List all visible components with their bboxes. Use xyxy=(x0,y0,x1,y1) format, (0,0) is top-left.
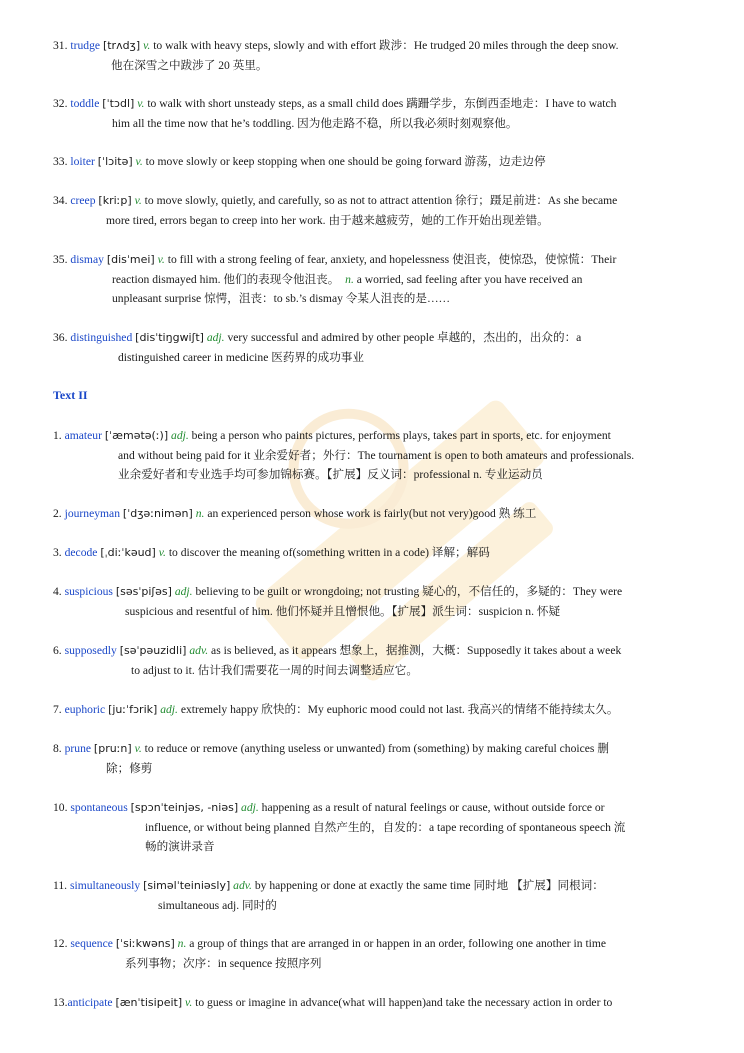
definition-text: to fill with a strong feeling of fear, anxiety, and hopelessness 使沮丧，使惊恐，使惊慌：Their xyxy=(167,253,617,266)
definition-text: to walk with heavy steps, slowly and with effort 跋涉：He trudged 20 miles through the deep snow. xyxy=(153,39,619,52)
part-of-speech: adj. xyxy=(241,801,259,814)
continuation-line: simultaneous adj. 同时的 xyxy=(158,898,277,912)
pronunciation: [səˈpəuzidli] xyxy=(119,644,187,657)
part-of-speech: v. xyxy=(157,253,165,266)
definition-text: to move slowly or keep stopping when one should be going forward 游荡，边走边停 xyxy=(145,155,546,168)
definition-text: happening as a result of natural feelings or cause, without outside force or xyxy=(261,801,605,814)
continuation-text: a worried, sad feeling after you have received an xyxy=(356,272,583,286)
entry-number: 3. xyxy=(53,546,62,559)
headword: anticipate xyxy=(67,996,113,1009)
entry-number: 33. xyxy=(53,155,68,168)
pronunciation: [trʌdʒ] xyxy=(102,39,141,52)
entry-number: 34. xyxy=(53,194,68,207)
continuation-line: more tired, errors began to creep into her work. 由于越来越疲劳，她的工作开始出现差错。 xyxy=(106,213,549,227)
entry-number: 8. xyxy=(53,742,62,755)
part-of-speech: v. xyxy=(137,97,145,110)
definition-text: to discover the meaning of(something written in a code) 译解；解码 xyxy=(168,546,490,559)
entry-number: 6. xyxy=(53,644,62,657)
continuation-line: suspicious and resentful of him. 他们怀疑并且憎恨他。【扩展】派生词：suspicion n. 怀疑 xyxy=(125,604,561,618)
pronunciation: [disˈtiŋgwiʃt] xyxy=(135,331,204,344)
part-of-speech: n. xyxy=(345,272,354,286)
entry-prune xyxy=(53,739,693,778)
entry-number: 1. xyxy=(53,429,62,442)
headword: supposedly xyxy=(64,644,117,657)
definition-text: to reduce or remove (anything useless or unwanted) from (something) by making careful choices 删 xyxy=(144,742,609,755)
definition-text: a group of things that are arranged in or happen in an order, following one another in time xyxy=(189,937,607,950)
entry-creep xyxy=(53,191,693,230)
entry-loiter xyxy=(53,152,693,172)
entry-number: 13. xyxy=(53,996,68,1009)
continuation-line: influence, or without being planned 自然产生的，自发的：a tape recording of spontaneous speech 流 xyxy=(145,820,626,834)
entry-number: 12. xyxy=(53,937,68,950)
part-of-speech: v. xyxy=(143,39,151,52)
headword: loiter xyxy=(70,155,95,168)
entry-spontaneous xyxy=(53,798,693,857)
entry-number: 35. xyxy=(53,253,68,266)
pronunciation: [səsˈpiʃəs] xyxy=(115,585,172,598)
continuation-line: and without being paid for it 业余爱好者；外行：The tournament is open to both amateurs and professionals. xyxy=(118,448,635,462)
continuation-line: distinguished career in medicine 医药界的成功事业 xyxy=(118,350,364,364)
pronunciation: [ˈæmətə(ː)] xyxy=(104,429,169,442)
entry-trudge xyxy=(53,36,693,75)
pronunciation: [siməlˈteiniəsly] xyxy=(143,879,231,892)
entry-anticipate xyxy=(53,993,693,1013)
continuation-line: him all the time now that he’s toddling. 因为他走路不稳，所以我必须时刻观察他。 xyxy=(112,116,518,130)
definition-text: as is believed, as it appears 想象上，据推测，大概：Supposedly it takes about a week xyxy=(211,644,622,657)
entry-number: 10. xyxy=(53,801,68,814)
pronunciation: [kriːp] xyxy=(98,194,132,207)
pronunciation: [ænˈtisipeit] xyxy=(115,996,183,1009)
pronunciation: [spɔnˈteinjəs, -niəs] xyxy=(130,801,239,814)
entry-euphoric xyxy=(53,700,693,720)
entry-sequence xyxy=(53,934,693,973)
entry-decode xyxy=(53,543,693,563)
entry-journeyman xyxy=(53,504,693,524)
headword: amateur xyxy=(64,429,102,442)
pronunciation: [disˈmei] xyxy=(106,253,155,266)
continuation-line: unpleasant surprise 惊愕，沮丧：to sb.’s dismay 令某人沮丧的是…… xyxy=(112,292,451,305)
continuation-line xyxy=(53,270,693,290)
headword: prune xyxy=(64,742,92,755)
part-of-speech: v. xyxy=(134,194,142,207)
definition-text: very successful and admired by other people 卓越的，杰出的，出众的：a xyxy=(227,331,582,344)
headword: journeyman xyxy=(64,507,120,520)
pronunciation: [ˈtɔdl] xyxy=(102,97,135,110)
part-of-speech: adv. xyxy=(189,644,209,657)
pronunciation: [ˈsiːkwəns] xyxy=(115,937,175,950)
pronunciation: [juːˈfɔrik] xyxy=(108,703,158,716)
part-of-speech: v. xyxy=(135,155,143,168)
headword: sequence xyxy=(70,937,113,950)
definition-text: extremely happy 欣快的：My euphoric mood could not last. 我高兴的情绪不能持续太久。 xyxy=(180,703,619,716)
entry-distinguished xyxy=(53,328,693,367)
entry-toddle xyxy=(53,94,693,133)
headword: suspicious xyxy=(64,585,113,598)
entry-number: 32. xyxy=(53,97,68,110)
continuation-line: 系列事物；次序：in sequence 按照序列 xyxy=(125,956,322,970)
continuation-line: 除；修剪 xyxy=(106,761,153,775)
part-of-speech: v. xyxy=(158,546,166,559)
definition-text: to guess or imagine in advance(what will happen)and take the necessary action in order to xyxy=(195,996,613,1009)
part-of-speech: n. xyxy=(177,937,187,950)
definition-text: by happening or done at exactly the same time 同时地 【扩展】同根词： xyxy=(254,879,604,892)
part-of-speech: adj. xyxy=(174,585,193,598)
headword: dismay xyxy=(70,253,104,266)
part-of-speech: adv. xyxy=(233,879,252,892)
pronunciation: [ˈdʒəːnimən] xyxy=(122,507,193,520)
entry-number: 36. xyxy=(53,331,68,344)
entry-number: 11. xyxy=(53,879,68,892)
section-heading: Text II xyxy=(53,388,88,402)
headword: trudge xyxy=(70,39,101,52)
headword: decode xyxy=(64,546,98,559)
entry-dismay xyxy=(53,250,693,309)
continuation-line: 畅的演讲录音 xyxy=(145,840,215,853)
entry-simultaneously xyxy=(53,876,693,915)
definition-text: believing to be guilt or wrongdoing; not trusting 疑心的，不信任的，多疑的：They were xyxy=(195,585,623,598)
entry-supposedly xyxy=(53,641,693,680)
entry-number: 31. xyxy=(53,39,68,52)
headword: spontaneous xyxy=(70,801,128,814)
headword: simultaneously xyxy=(69,879,141,892)
headword: toddle xyxy=(70,97,100,110)
continuation-line: 他在深雪之中跋涉了 20 英里。 xyxy=(111,58,268,72)
part-of-speech: n. xyxy=(195,507,205,520)
headword: creep xyxy=(70,194,96,207)
continuation-line: 业余爱好者和专业选手均可参加锦标赛。【扩展】反义词：professional n. 专业运动员 xyxy=(118,468,543,481)
definition-text: to move slowly, quietly, and carefully, so as not to attract attention 徐行；蹑足前进：As she became xyxy=(144,194,618,207)
headword: distinguished xyxy=(70,331,133,344)
pronunciation: [ˌdiːˈkəud] xyxy=(100,546,156,559)
entry-number: 7. xyxy=(53,703,62,716)
continuation-text: reaction dismayed him. 他们的表现令他沮丧。 xyxy=(112,272,340,286)
definition-text: an experienced person whose work is fairly(but not very)good 熟 练工 xyxy=(207,507,537,520)
continuation-line: to adjust to it. 估计我们需要花一周的时间去调整适应它。 xyxy=(131,663,418,677)
entry-amateur xyxy=(53,426,693,485)
pronunciation: [ˈlɔitə] xyxy=(97,155,133,168)
part-of-speech: adj. xyxy=(160,703,178,716)
entry-number: 4. xyxy=(53,585,62,598)
entry-suspicious xyxy=(53,582,693,621)
entry-number: 2. xyxy=(53,507,62,520)
part-of-speech: v. xyxy=(185,996,193,1009)
part-of-speech: v. xyxy=(134,742,142,755)
part-of-speech: adj. xyxy=(206,331,225,344)
definition-text: to walk with short unsteady steps, as a small child does 蹒跚学步，东倒西歪地走：I have to watch xyxy=(147,97,617,110)
part-of-speech: adj. xyxy=(171,429,189,442)
headword: euphoric xyxy=(64,703,106,716)
definition-text: being a person who paints pictures, performs plays, takes part in sports, etc. for enjoyment xyxy=(191,429,611,442)
pronunciation: [pruːn] xyxy=(93,742,132,755)
